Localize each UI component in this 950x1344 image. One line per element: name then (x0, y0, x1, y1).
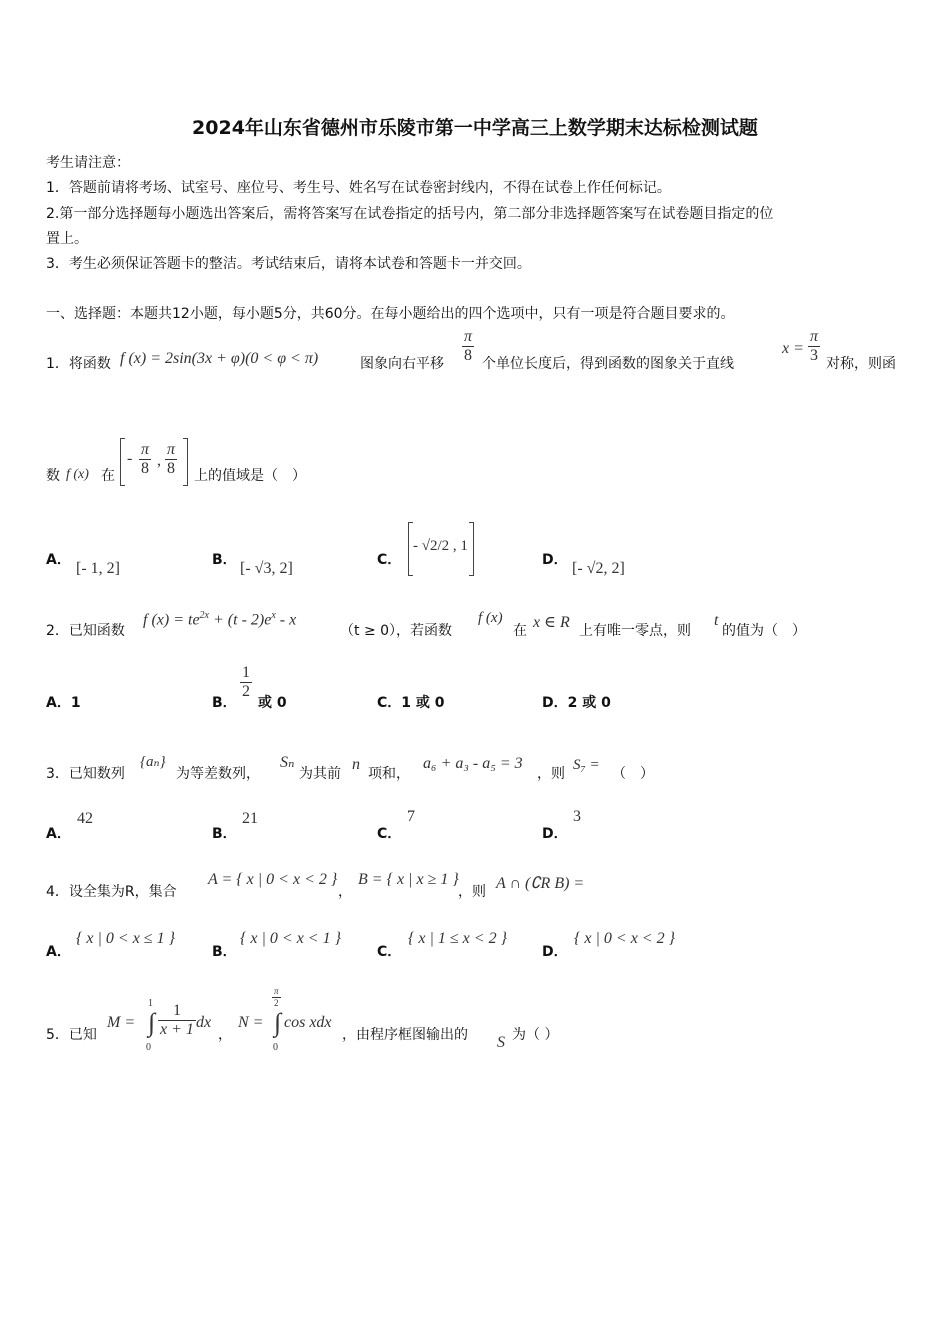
q5-m-integral: ∫ (148, 1008, 156, 1037)
page-title: 2024年山东省德州市乐陵市第一中学高三上数学期末达标检测试题 (192, 117, 758, 139)
q4-text-1: 4．设全集为R，集合 (46, 884, 177, 900)
q3-text-2: 为等差数列， (176, 766, 260, 782)
q2-text-1: 2．已知函数 (46, 623, 125, 639)
notice-item-2: 2.第一部分选择题每小题选出答案后，需将答案写在试卷指定的括号内，第二部分非选择题答案写在试卷题目指定的位 (46, 206, 774, 222)
q2-option-c[interactable]: C．1 或 0 (377, 695, 445, 711)
q4-option-b[interactable]: { x | 0 < x < 1 } (240, 930, 341, 947)
q3-option-d[interactable]: 3 (573, 808, 581, 825)
q4-option-d[interactable]: { x | 0 < x < 2 } (574, 930, 675, 947)
q3-option-a[interactable]: 42 (77, 810, 93, 827)
q2-option-a[interactable]: A．1 (46, 695, 81, 711)
q5-m-upper: 1 (148, 998, 153, 1009)
q2-option-b-fraction[interactable]: $\frac{1}{2}$ (242, 664, 250, 700)
q3-option-a-label[interactable]: A． (46, 826, 71, 842)
q4-option-c[interactable]: { x | 1 ≤ x < 2 } (408, 930, 507, 947)
q5-text-3: 为（ ） (512, 1027, 559, 1043)
q1-pi-over-3: $\frac{\pi}{3}$ (810, 328, 819, 364)
q5-m-label: M = (107, 1014, 136, 1031)
q3-text-3: 为其前 (299, 766, 341, 782)
q1-text-6: 在 (101, 468, 115, 484)
q2-text-3: 上有唯一零点，则 (579, 623, 691, 639)
q4-option-a[interactable]: { x | 0 < x ≤ 1 } (76, 930, 175, 947)
q5-text-2: ，由程序框图输出的 (342, 1027, 468, 1043)
section-one-heading: 一、选择题：本题共12小题，每小题5分，共60分。在每小题给出的四个选项中，只有一项是符合题目要求的。 (46, 306, 735, 322)
q2-option-d[interactable]: D．2 或 0 (542, 695, 611, 711)
q1-option-b-label[interactable]: B． (212, 552, 237, 568)
q3-option-d-label[interactable]: D． (542, 826, 568, 842)
q1-option-a-label[interactable]: A． (46, 552, 71, 568)
q3-option-b-label[interactable]: B． (212, 826, 237, 842)
q4-comma: ， (338, 884, 352, 900)
q1-pi-over-8: $\frac{\pi}{8}$ (464, 328, 473, 364)
q3-text-1: 3．已知数列 (46, 766, 125, 782)
q3-text-6: （ ） (612, 766, 654, 782)
q4-option-c-label[interactable]: C． (377, 944, 402, 960)
q1-text-7: 上的值域是（ ） (194, 468, 306, 484)
q3-option-b[interactable]: 21 (242, 810, 258, 827)
q4-option-d-label[interactable]: D． (542, 944, 568, 960)
q3-sequence: {aₙ} (140, 754, 166, 770)
q3-option-c[interactable]: 7 (407, 808, 415, 825)
q4-set-b: B = { x | x ≥ 1 } (358, 871, 459, 888)
q5-n-integral: ∫ (274, 1008, 282, 1037)
q5-m-lower: 0 (146, 1042, 151, 1053)
q3-n: n (352, 756, 360, 773)
q5-n-lower: 0 (273, 1042, 278, 1053)
notice-item-1: 1．答题前请将考场、试室号、座位号、考生号、姓名写在试卷密封线内，不得在试卷上作任何标记。 (46, 180, 671, 196)
q1-option-b[interactable]: [- √3, 2] (240, 560, 293, 577)
q2-t: t (714, 612, 719, 629)
q5-n-upper: $\frac{\pi}{2}$ (274, 986, 279, 1008)
q2-text-2: 在 (513, 623, 527, 639)
q5-m-dx: dx (196, 1014, 212, 1031)
q1-option-c-label[interactable]: C． (377, 552, 402, 568)
q1-option-a[interactable]: [- 1, 2] (76, 560, 120, 577)
q5-n-label: N = (238, 1014, 264, 1031)
q3-text-5: ，则 (537, 766, 565, 782)
q4-option-a-label[interactable]: A． (46, 944, 71, 960)
q3-option-c-label[interactable]: C． (377, 826, 402, 842)
q3-equation: a₆ + a₃ - a₅ = 3 (423, 755, 523, 772)
q3-s7: S₇ = (573, 757, 600, 773)
q2-option-b-tail[interactable]: 或 0 (258, 695, 287, 711)
q4-text-2: ，则 (458, 884, 486, 900)
q1-fx: f (x) (66, 467, 89, 482)
q1-interval: - $\frac{\pi}{8}$ , $\frac{\pi}{8}$ (120, 438, 188, 486)
q4-option-b-label[interactable]: B． (212, 944, 237, 960)
q4-set-a: A = { x | 0 < x < 2 } (208, 871, 338, 888)
notice-item-3: 3．考生必须保证答题卡的整洁。考试结束后，请将本试卷和答题卡一并交回。 (46, 256, 531, 272)
q2-text-4: 的值为（ ） (722, 623, 806, 639)
q2-function: f $(x) = te^{2x} + (t - 2)e^x - x$ (143, 610, 297, 629)
notice-item-2-cont: 置上。 (46, 231, 88, 247)
q5-comma: ， (218, 1027, 232, 1043)
q1-text-4: 对称，则函 (826, 356, 896, 372)
q1-function: f (x) = 2sin(3x + φ)(0 < φ < π) (120, 350, 319, 367)
q2-fx: f (x) (478, 610, 503, 626)
q1-text-5: 数 (46, 468, 60, 484)
q1-option-d-label[interactable]: D． (542, 552, 568, 568)
q3-text-4: 项和， (368, 766, 410, 782)
q2-x-in-r: x ∈ R (533, 614, 570, 631)
q5-n-body: cos xdx (284, 1014, 332, 1031)
q2-condition: （t ≥ 0），若函数 (340, 623, 453, 639)
q5-text-1: 5．已知 (46, 1027, 97, 1043)
q5-s: S (497, 1034, 505, 1051)
q2-option-b-label[interactable]: B． (212, 695, 237, 711)
q1-x-equals: x = (782, 340, 804, 357)
q1-text-1: 1．将函数 (46, 356, 111, 372)
q1-text-2: 图象向右平移 (360, 356, 444, 372)
q1-option-d[interactable]: [- √2, 2] (572, 560, 625, 577)
q5-m-fraction: $\frac{1}{x + 1}$ (160, 1002, 194, 1038)
q1-text-3: 个单位长度后，得到函数的图象关于直线 (482, 356, 734, 372)
q3-sn: Sₙ (280, 754, 295, 771)
notice-heading: 考生请注意： (46, 155, 130, 171)
q4-expression: A ∩ (∁R B) = (496, 875, 585, 892)
q1-option-c[interactable]: - √2/2 , 1 (408, 522, 474, 576)
